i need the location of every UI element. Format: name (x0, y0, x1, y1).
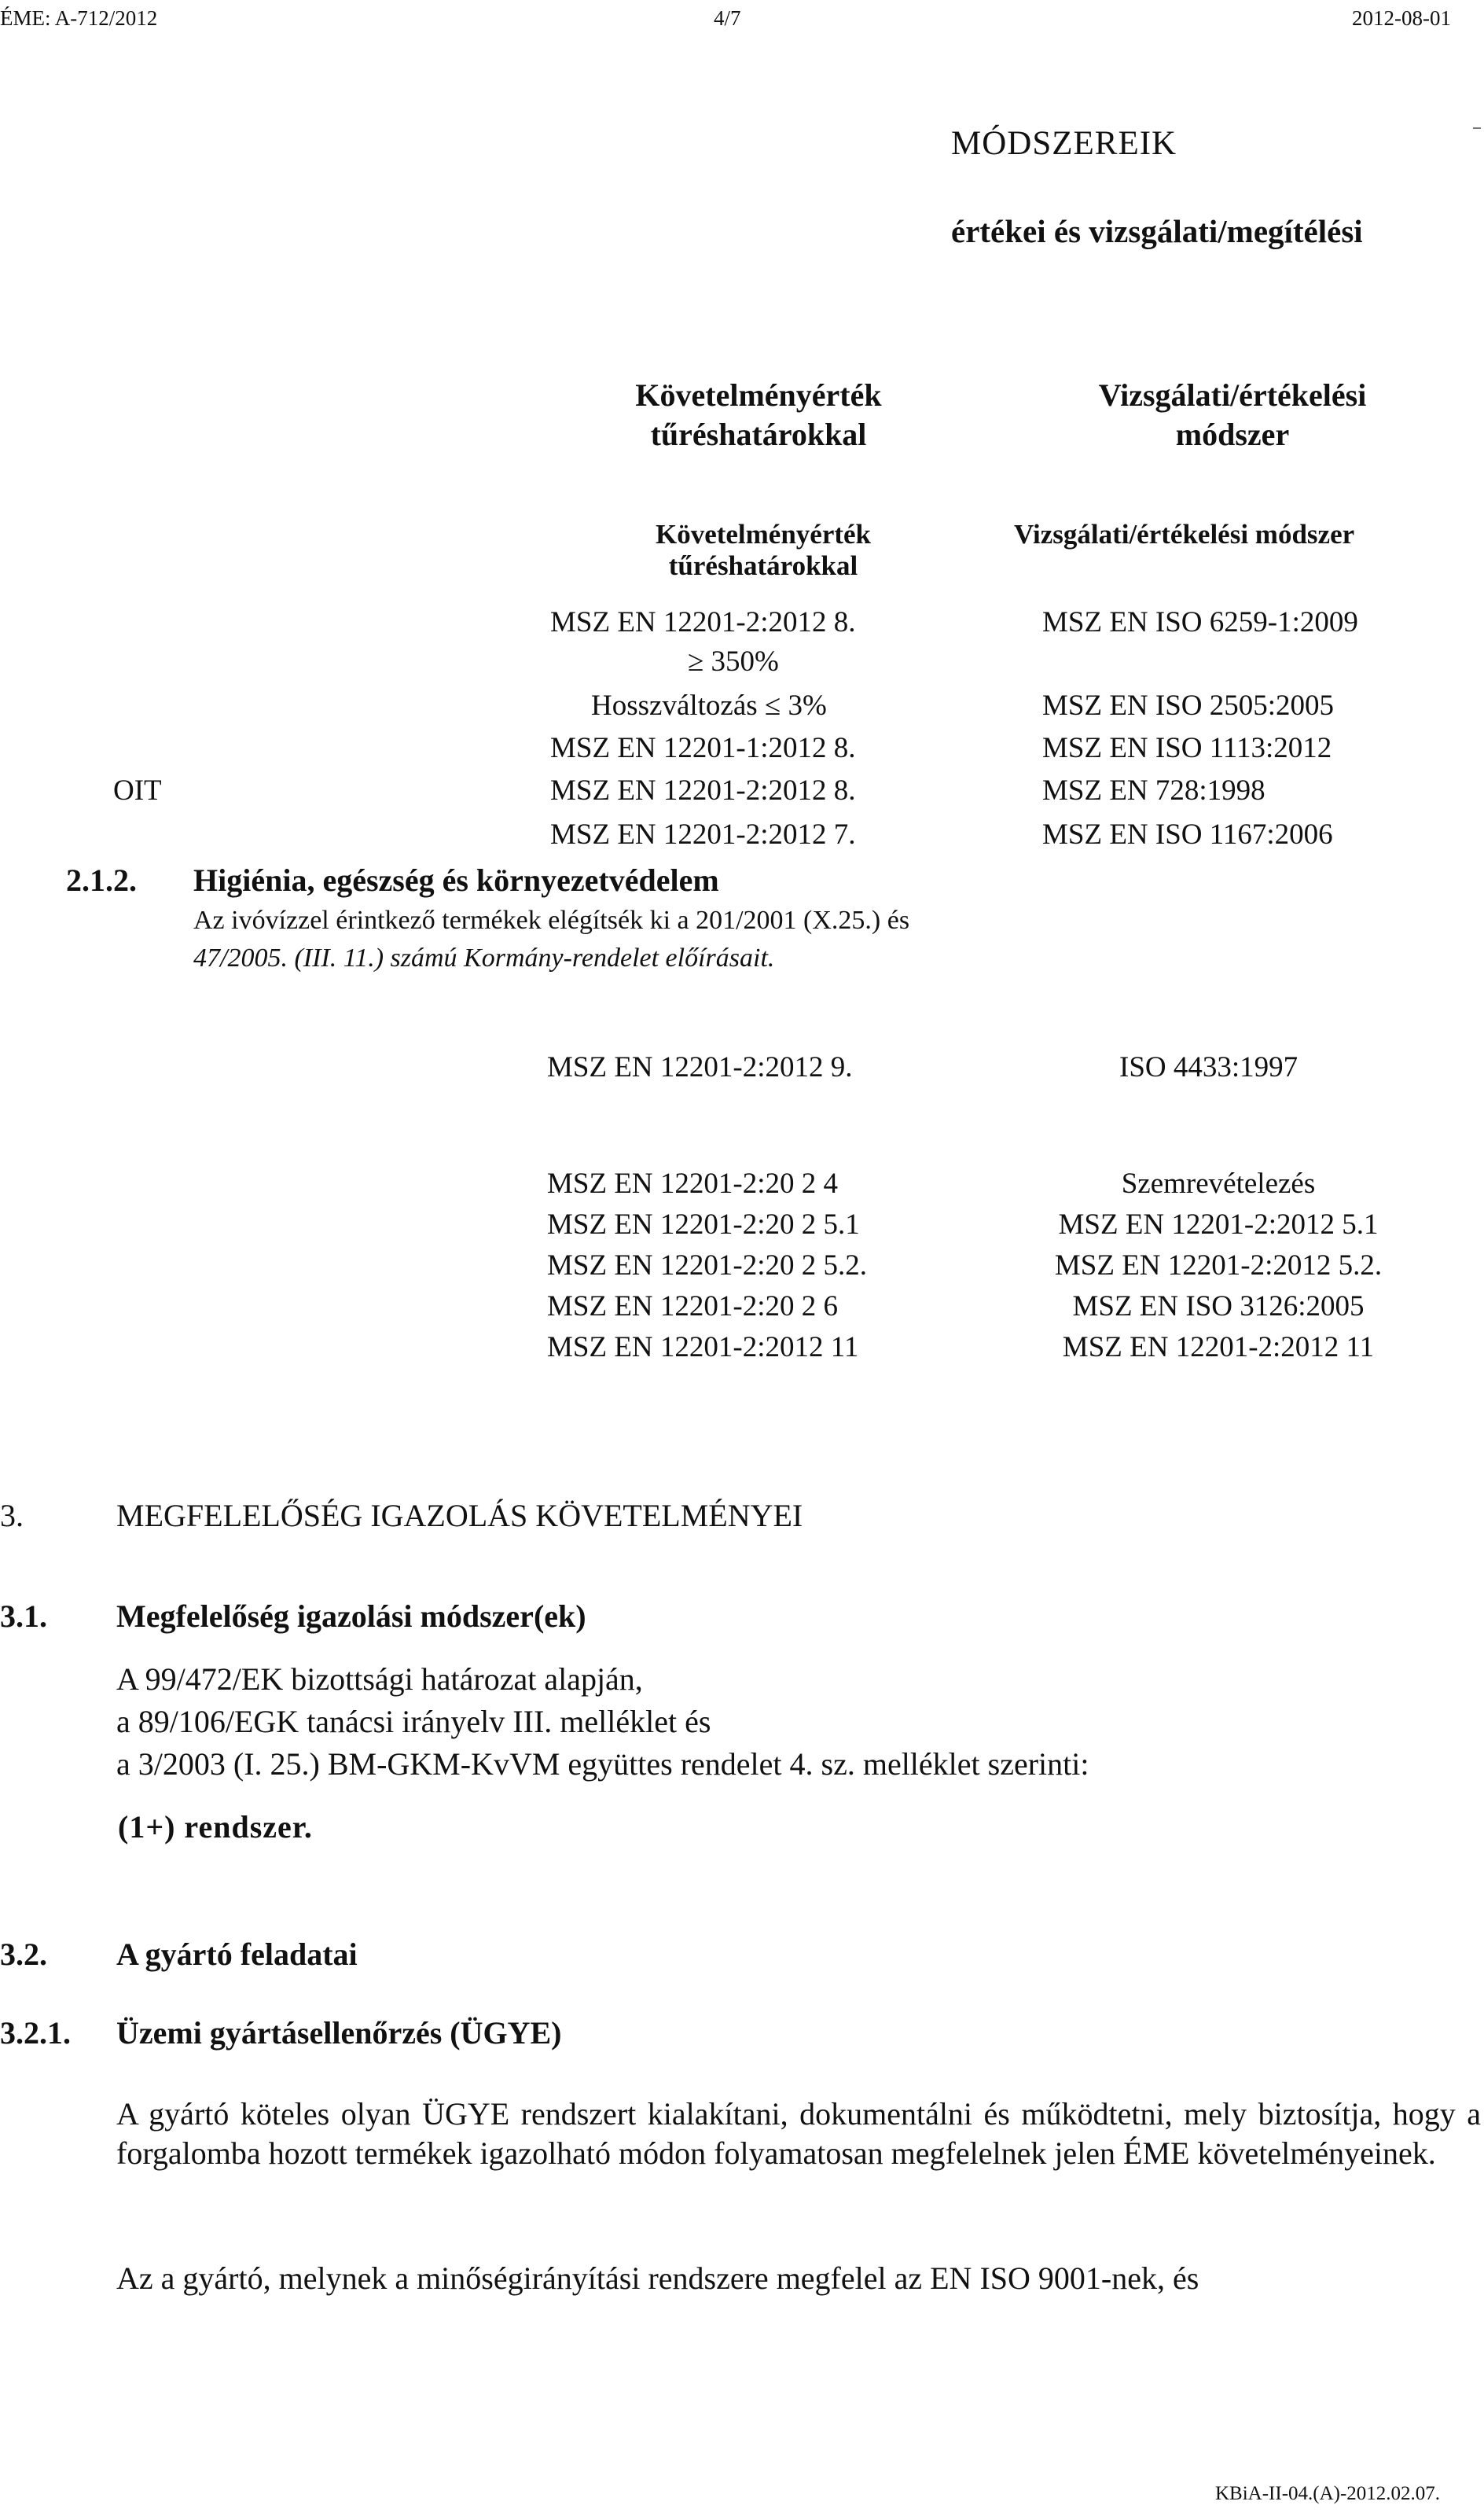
section-212-text-line-2: 47/2005. (III. 11.) számú Kormány-rendelet előírásait. (193, 944, 775, 973)
single-row-left: MSZ EN 12201-2:2012 9. (547, 1051, 853, 1083)
document-id: ÉME: A-712/2012 (0, 6, 158, 30)
section-212-title: Higiénia, egészség és környezetvédelem (193, 863, 719, 898)
column-header-requirement: Követelményérték tűréshatárokkal (635, 377, 882, 452)
lower-row-5-left: MSZ EN 12201-2:2012 11 (547, 1331, 859, 1363)
section-32-title: A gyártó feladatai (116, 1937, 358, 1972)
document-footer-code: KBiA-II-04.(A)-2012.02.07. (1215, 2483, 1441, 2504)
table-row-2-left: ≥ 350% (688, 646, 779, 678)
scan-mark (1473, 127, 1481, 129)
lower-row-2-left: MSZ EN 12201-2:20 2 5.1 (547, 1208, 860, 1241)
page-number: 4/7 (714, 6, 741, 30)
table-row-1-right: MSZ EN ISO 6259-1:2009 (1042, 606, 1358, 638)
section-31-line-1: A 99/472/EK bizottsági határozat alapján, (116, 1661, 643, 1697)
table-row-4-right: MSZ EN ISO 1113:2012 (1042, 732, 1332, 764)
column-header-method: Vizsgálati/értékelési módszer (1098, 377, 1367, 452)
section-31-line-3: a 3/2003 (I. 25.) BM-GKM-KvVM együttes rendelet 4. sz. melléklet szerinti: (116, 1746, 1089, 1782)
table-row-6-left: MSZ EN 12201-2:2012 7. (550, 818, 856, 851)
section-31-title: Megfelelőség igazolási módszer(ek) (116, 1598, 586, 1634)
header-date: 2012-08-01 (1352, 6, 1451, 30)
section-321-number: 3.2.1. (0, 2015, 71, 2051)
section-31-number: 3.1. (0, 1598, 47, 1634)
column-header-requirement-2: Követelményérték tűréshatárokkal (655, 519, 872, 581)
section-212-number: 2.1.2. (66, 863, 137, 898)
table-row-4-left: MSZ EN 12201-1:2012 8. (550, 732, 856, 764)
section-32-number: 3.2. (0, 1937, 47, 1972)
lower-row-2-right: MSZ EN 12201-2:2012 5.1 (1058, 1208, 1379, 1241)
single-row-right: ISO 4433:1997 (1119, 1051, 1298, 1083)
section-321-title: Üzemi gyártásellenőrzés (ÜGYE) (116, 2015, 562, 2051)
page-title: MÓDSZEREIK (951, 125, 1177, 162)
table-row-6-right: MSZ EN ISO 1167:2006 (1042, 818, 1333, 851)
section-321-paragraph-2: Az a gyártó, melynek a minőségirányítási rendszere megfelel az EN ISO 9001-nek, és (116, 2260, 1199, 2296)
section-3-title: MEGFELELŐSÉG IGAZOLÁS KÖVETELMÉNYEI (116, 1498, 803, 1533)
lower-row-1-left: MSZ EN 12201-2:20 2 4 (547, 1168, 838, 1200)
table-row-5-left: MSZ EN 12201-2:2012 8. (550, 774, 856, 807)
table-row-3-left: Hosszváltozás ≤ 3% (591, 690, 827, 722)
certification-system: (1+) rendszer. (118, 1809, 313, 1845)
lower-row-4-right: MSZ EN ISO 3126:2005 (1072, 1290, 1365, 1322)
section-321-paragraph: A gyártó köteles olyan ÜGYE rendszert kialakítani, dokumentálni és működtetni, mely biztosítja, hogy a forgalomba hozott termékek igazolható módon folyamatosan megfelelnek jelen ÉME követelményeinek. (116, 2096, 1481, 2171)
lower-row-3-right: MSZ EN 12201-2:2012 5.2. (1054, 1249, 1383, 1282)
table-row-1-left: MSZ EN 12201-2:2012 8. (550, 606, 856, 638)
row-label-oit: OIT (113, 774, 162, 807)
section-31-line-2: a 89/106/EGK tanácsi irányelv III. melléklet és (116, 1704, 711, 1739)
lower-row-5-right: MSZ EN 12201-2:2012 11 (1062, 1331, 1375, 1363)
column-header-method-2: Vizsgálati/értékelési módszer (1014, 519, 1355, 550)
table-row-5-right: MSZ EN 728:1998 (1042, 774, 1265, 807)
section-212-text-line-1: Az ivóvízzel érintkező termékek elégítsék ki a 201/2001 (X.25.) és (193, 906, 910, 935)
lower-row-4-left: MSZ EN 12201-2:20 2 6 (547, 1290, 838, 1322)
section-3-number: 3. (0, 1498, 24, 1533)
lower-row-3-left: MSZ EN 12201-2:20 2 5.2. (547, 1249, 867, 1282)
page-subtitle: értékei és vizsgálati/megítélési (951, 213, 1363, 249)
lower-row-1-right: Szemrevételezés (1121, 1168, 1316, 1200)
table-row-3-right: MSZ EN ISO 2505:2005 (1042, 690, 1335, 722)
